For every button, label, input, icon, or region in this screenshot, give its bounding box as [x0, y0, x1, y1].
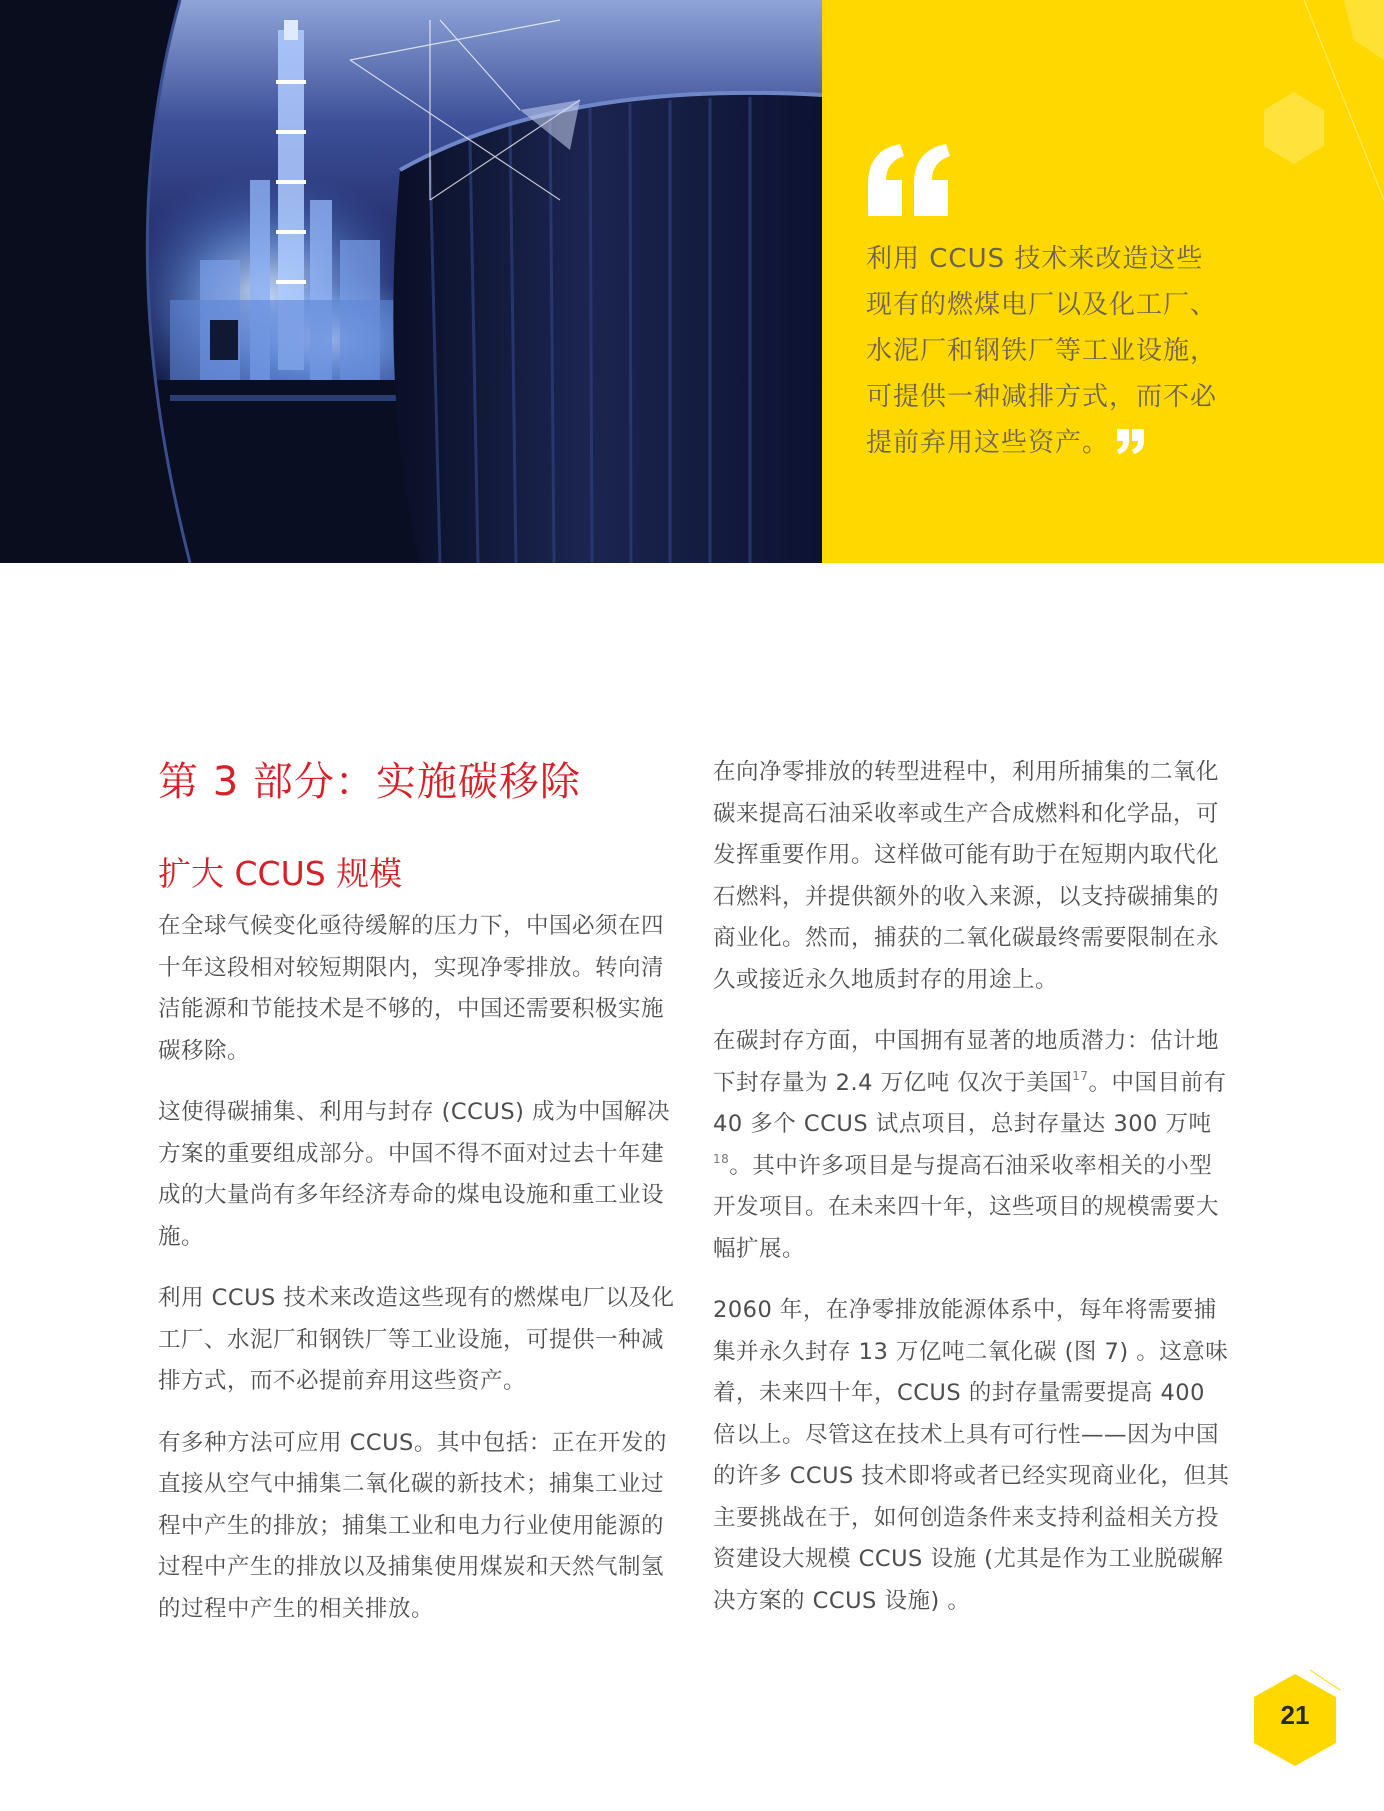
footnote-ref[interactable]: 17 [1072, 1068, 1089, 1083]
industrial-scene-illustration [0, 0, 822, 563]
quote-line: 提前弃用这些资产。 [866, 420, 1266, 466]
body-paragraph: 在向净零排放的转型进程中，利用所捕集的二氧化碳来提高石油采收率或生产合成燃料和化学品，可发挥重要作用。这样做可能有助于在短期内取代化石燃料，并提供额外的收入来源，以支持碳捕集的商业化。然而，捕获的二氧化碳最终需要限制在永久或接近永久地质封存的用途上。 [713, 759, 1220, 993]
quote-line: 水泥厂和钢铁厂等工业设施， [866, 336, 1218, 366]
close-quote-icon [1115, 427, 1147, 455]
page-number: 21 [1280, 1700, 1310, 1730]
pull-quote-text [866, 236, 1266, 466]
body-paragraph: 有多种方法可应用 CCUS。其中包括：正在开发的直接从空气中捕集二氧化碳的新技术；捕集工业过程中产生的排放；捕集工业和电力行业使用能源的过程中产生的排放以及捕集使用煤炭和天然气制氢的过程中产生的相关排放。 [158, 1429, 667, 1622]
left-column [158, 754, 678, 1650]
body-paragraph: 在碳封存方面，中国拥有显著的地质潜力：估计地下封存量为 2.4 万亿吨 仅次于美国$^{17}$。中国目前有 40 多个 CCUS 试点项目，总封存量达 300 万吨$^{18}$。其中许多项目是与提高石油采收率相关的小型开发项目。在未来四十年，这些项目的规模需要大幅扩展。 [713, 1028, 1227, 1262]
footnote-ref[interactable]: 18 [713, 1151, 730, 1166]
body-paragraph: 2060 年，在净零排放能源体系中，每年将需要捕集并永久封存 13 万亿吨二氧化碳 (图 7) 。这意味着，未来四十年，CCUS 的封存量需要提高 400 倍以上。尽管这在技术上具有可行性——因为中国的许多 CCUS 技术即将或者已经实现商业化，但其主要挑战在于，如何创造条件来支持利益相关方投资建设大规模 CCUS 设施 (尤其是作为工业脱碳解决方案的 CCUS 设施) 。 [713, 1297, 1230, 1614]
right-column [713, 752, 1233, 1642]
quote-line: 可提供一种减排方式，而不必 [866, 382, 1218, 412]
body-paragraph: 这使得碳捕集、利用与封存 (CCUS) 成为中国解决方案的重要组成部分。中国不得不面对过去十年建成的大量尚有多年经济寿命的煤电设施和重工业设施。 [158, 1099, 671, 1250]
open-quote-icon [864, 140, 956, 220]
body-paragraph: 在全球气候变化亟待缓解的压力下，中国必须在四十年这段相对较短期限内，实现净零排放。转向清洁能源和节能技术是不够的，中国还需要积极实施碳移除。 [158, 913, 665, 1064]
subsection-title: 扩大 CCUS 规模 [158, 854, 403, 893]
hexagon-decoration-icon [1204, 0, 1384, 200]
body-paragraph: 利用 CCUS 技术来改造这些现有的燃煤电厂以及化工厂、水泥厂和钢铁厂等工业设施，可提供一种减排方式，而不必提前弃用这些资产。 [158, 1285, 675, 1394]
pull-quote-panel [822, 0, 1384, 563]
hero-industrial-photo [0, 0, 822, 563]
section-title: 第 3 部分：实施碳移除 [158, 759, 581, 805]
quote-line: 利用 CCUS 技术来改造这些 [866, 244, 1204, 274]
quote-line: 现有的燃煤电厂以及化工厂、 [866, 290, 1218, 320]
